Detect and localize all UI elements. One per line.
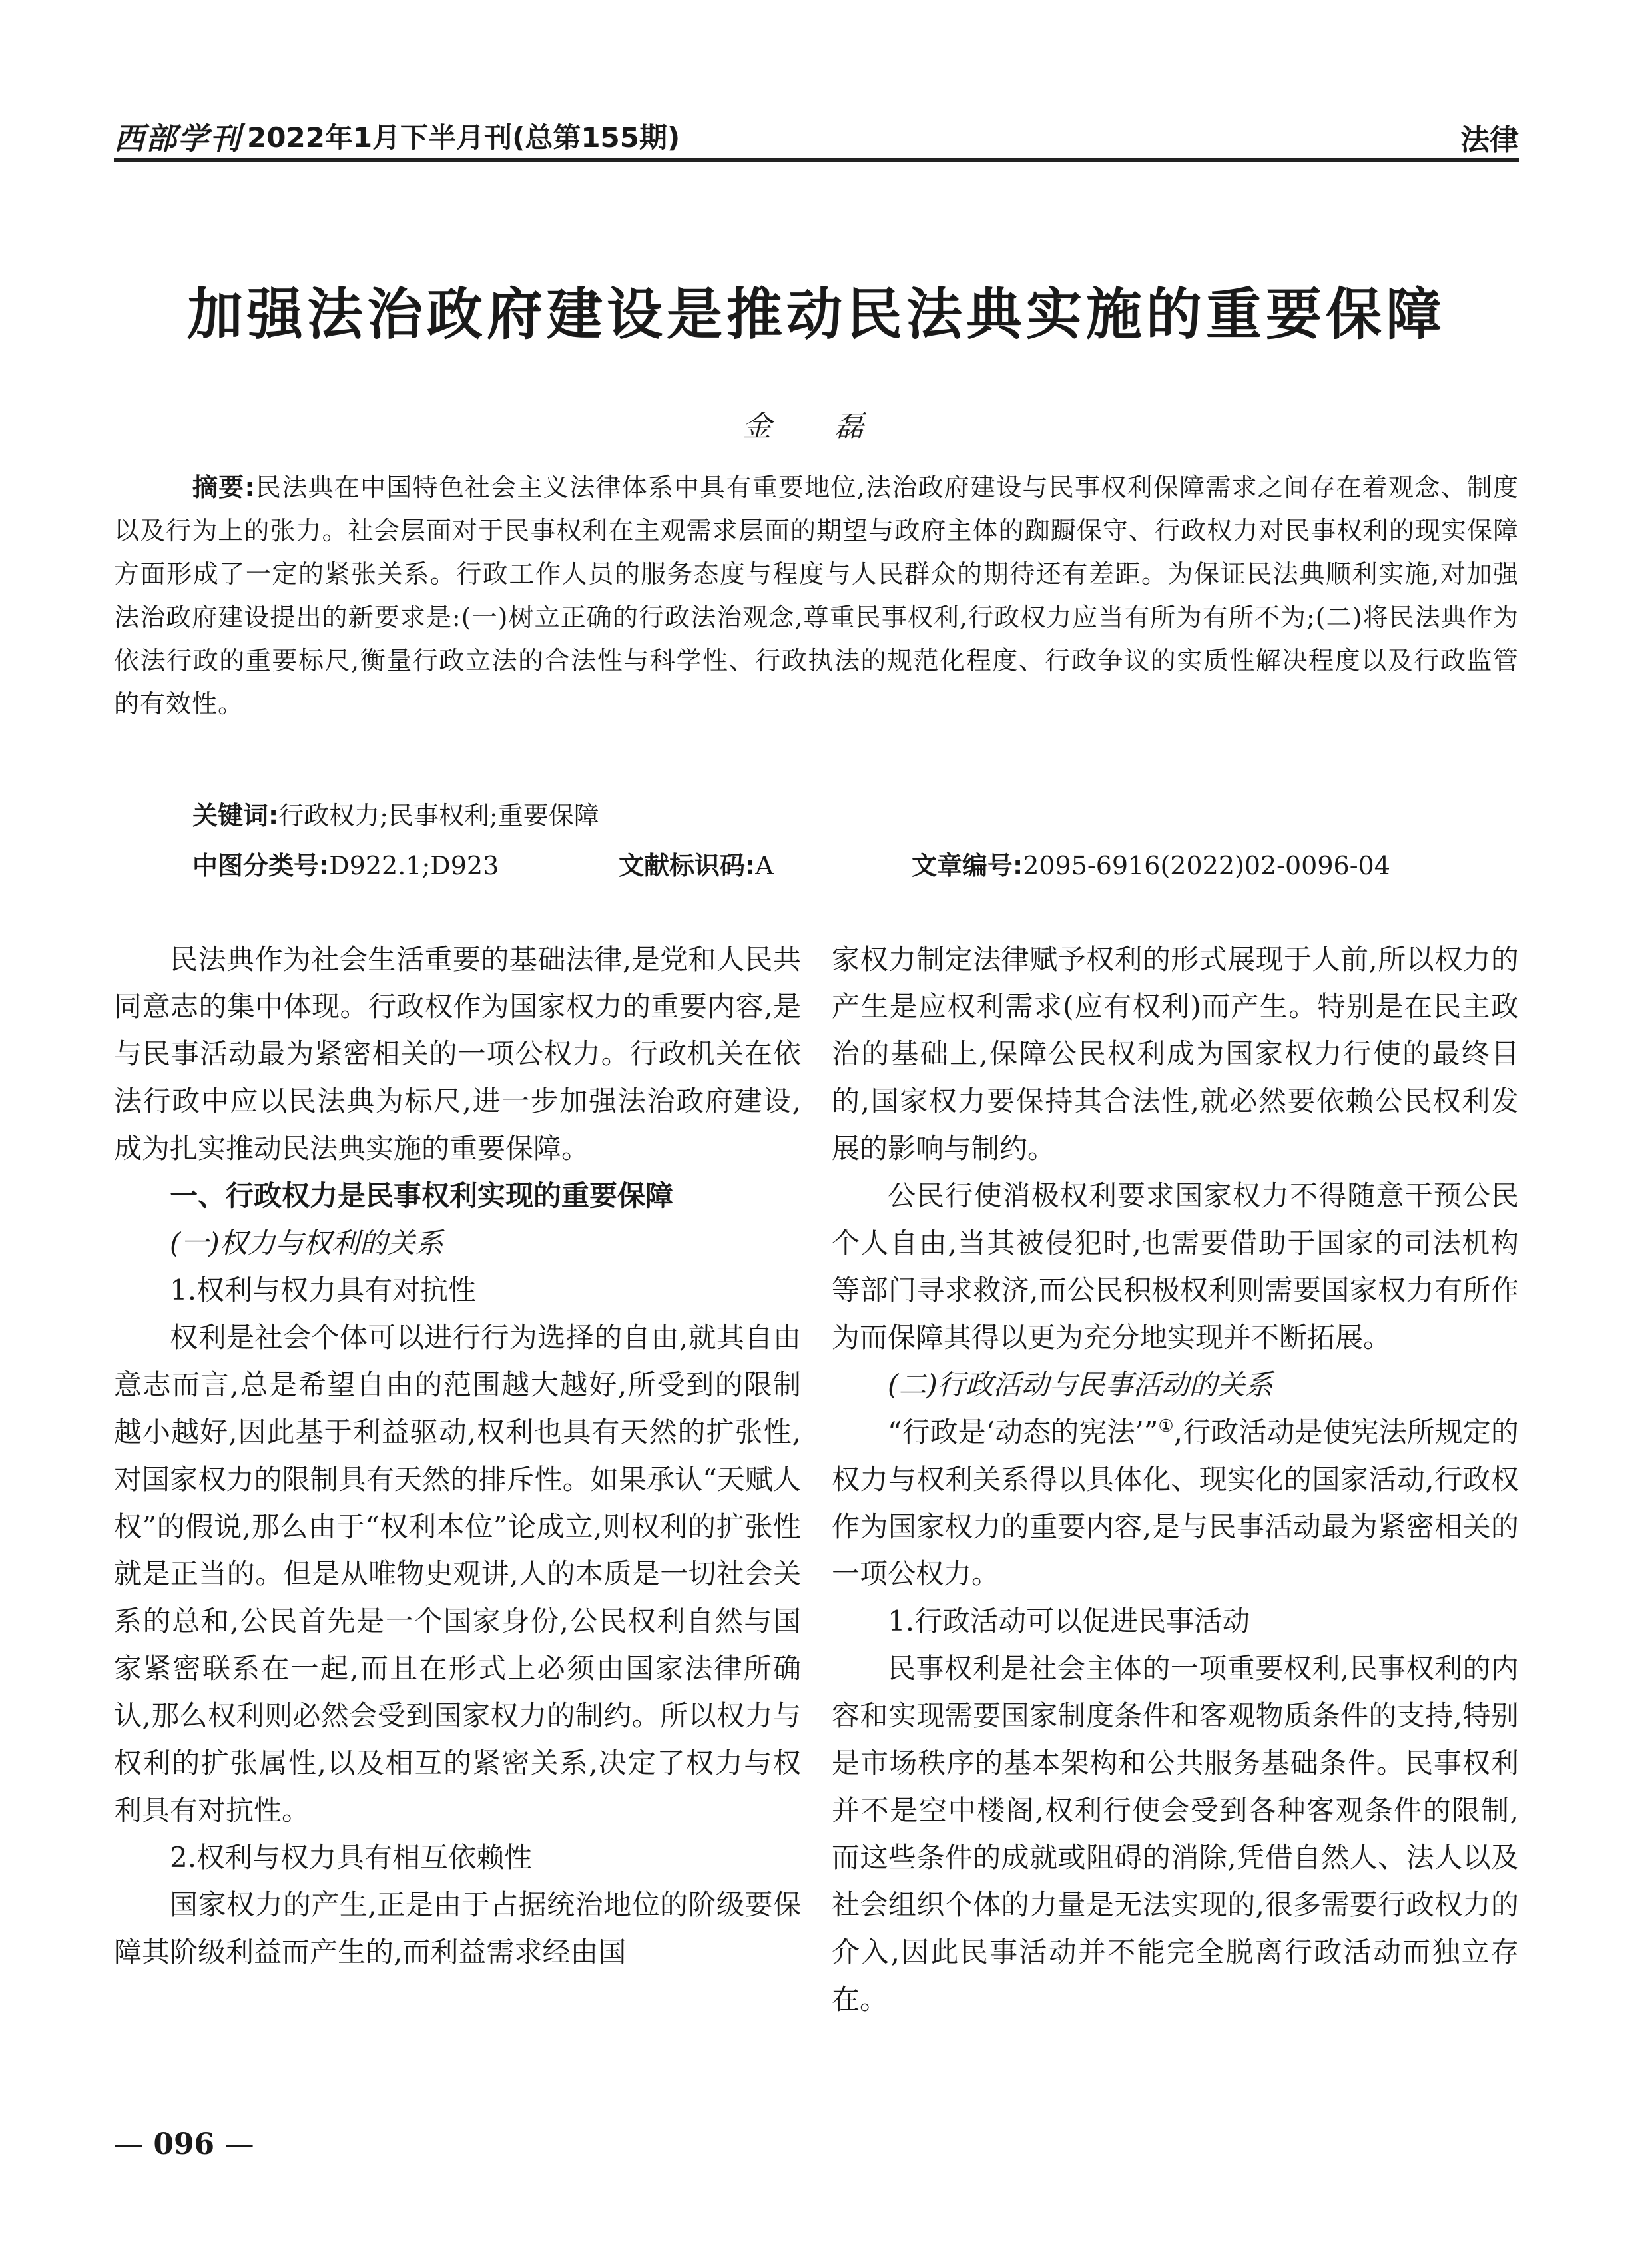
page-number-value: 096 (153, 2127, 215, 2161)
clc-label: 中图分类号: (192, 851, 330, 880)
item-heading: 1.权利与权力具有对抗性 (170, 1274, 477, 1306)
page-dash-right: — (224, 2127, 254, 2161)
body-paragraph: 家权力制定法律赋予权利的形式展现于人前,所以权力的产生是应权利需求(应有权利)而产生。特别是在民主政治的基础上,保障公民权利成为国家权力行使的最终目的,国家权力要保持其合法性,就必然要依赖公民权利发展的影响与制约。 (832, 943, 1519, 1165)
doc-code-label: 文献标识码: (619, 851, 756, 880)
body-paragraph: 民事权利是社会主体的一项重要权利,民事权利的内容和实现需要国家制度条件和客观物质条件的支持,特别是市场秩序的基本架构和公共服务基础条件。民事权利并不是空中楼阁,权利行使会受到各种客观条件的限制,而这些条件的成就或阻碍的消除,凭借自然人、法人以及社会组织个体的力量是无法实现的,很多需要行政权力的介入,因此民事活动并不能完全脱离行政活动而独立存在。 (832, 1652, 1519, 2016)
body-paragraph: 公民行使消极权利要求国家权力不得随意干预公民个人自由,当其被侵犯时,也需要借助于国家的司法机构等部门寻求救济,而公民积极权利则需要国家权力有所作为而保障其得以更为充分地实现并不断拓展。 (832, 1179, 1519, 1354)
article-author: 金 磊 (742, 410, 890, 443)
subsection-heading: (二)行政活动与民事活动的关系 (888, 1368, 1273, 1401)
body-column-left (114, 936, 801, 1976)
clc-value: D922.1;D923 (329, 851, 499, 880)
subsection-heading: (一)权力与权利的关系 (170, 1227, 443, 1259)
abstract-label: 摘要: (192, 473, 256, 502)
keywords (192, 796, 599, 836)
clc-number (192, 846, 499, 886)
abstract (114, 466, 1519, 726)
page-dash-left: — (114, 2127, 143, 2161)
article-title: 加强法治政府建设是推动民法典实施的重要保障 (186, 281, 1446, 347)
page-header (114, 112, 1519, 162)
issue-info: 2022年1月下半月刊(总第155期) (247, 121, 681, 154)
section-heading: 一、行政权力是民事权利实现的重要保障 (170, 1179, 674, 1212)
quote-text: “行政是‘动态的宪法’” (888, 1416, 1159, 1448)
keywords-label: 关键词: (192, 801, 279, 830)
body-paragraph: 民法典作为社会生活重要的基础法律,是党和人民共同意志的集中体现。行政权作为国家权力的重要内容,是与民事活动最为紧密相关的一项公权力。行政机关在依法行政中应以民法典为标尺,进一步加强法治政府建设,成为扎实推动民法典实施的重要保障。 (114, 943, 801, 1165)
article-number-value: 2095-6916(2022)02-0096-04 (1023, 851, 1390, 880)
footnote-marker[interactable]: ① (1158, 1416, 1174, 1436)
page-number (114, 2127, 254, 2161)
doc-code-value: A (755, 851, 774, 880)
doc-code (619, 846, 774, 886)
item-heading: 1.行政活动可以促进民事活动 (888, 1605, 1250, 1637)
body-column-right (832, 936, 1519, 2023)
body-paragraph: 权利是社会个体可以进行行为选择的自由,就其自由意志而言,总是希望自由的范围越大越好,所受到的限制越小越好,因此基于利益驱动,权利也具有天然的扩张性,对国家权力的限制具有天然的排斥性。如果承认“天赋人权”的假说,那么由于“权利本位”论成立,则权利的扩张性就是正当的。但是从唯物史观讲,人的本质是一切社会关系的总和,公民首先是一个国家身份,公民权利自然与国家紧密联系在一起,而且在形式上必须由国家法律所确认,那么权利则必然会受到国家权力的制约。所以权力与权利的扩张属性,以及相互的紧密关系,决定了权力与权利具有对抗性。 (114, 1321, 801, 1826)
article-number (912, 846, 1390, 886)
paragraph-text: ,行政活动是使宪法所规定的权力与权利关系得以具体化、现实化的国家活动,行政权作为国家权力的重要内容,是与民事活动最为紧密相关的一项公权力。 (832, 1416, 1519, 1590)
section-name: 法律 (1460, 123, 1519, 157)
body-paragraph (832, 1408, 1519, 1597)
journal-logo: 西部学刊 (114, 121, 242, 156)
article-number-label: 文章编号: (912, 851, 1023, 880)
body-paragraph: 国家权力的产生,正是由于占据统治地位的阶级要保障其阶级利益而产生的,而利益需求经由国 (114, 1888, 801, 1968)
abstract-text: 民法典在中国特色社会主义法律体系中具有重要地位,法治政府建设与民事权利保障需求之间存在着观念、制度以及行为上的张力。社会层面对于民事权利在主观需求层面的期望与政府主体的踟蹰保守、行政权力对民事权利的现实保障方面形成了一定的紧张关系。行政工作人员的服务态度与程度与人民群众的期待还有差距。为保证民法典顺利实施,对加强法治政府建设提出的新要求是:(一)树立正确的行政法治观念,尊重民事权利,行政权力应当有所为有所不为;(二)将民法典作为依法行政的重要标尺,衡量行政立法的合法性与科学性、行政执法的规范化程度、行政争议的实质性解决程度以及行政监管的有效性。 (114, 473, 1519, 718)
keywords-text: 行政权力;民事权利;重要保障 (278, 801, 599, 830)
item-heading: 2.权利与权力具有相互依赖性 (170, 1841, 533, 1874)
